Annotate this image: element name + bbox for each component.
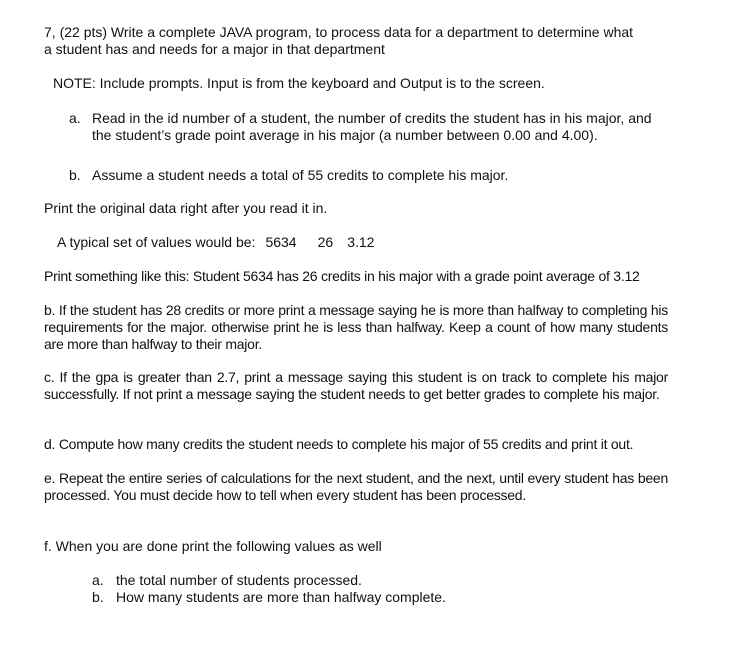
typical-values-label: A typical set of values would be: (57, 234, 256, 250)
list-item-b: Assume a student needs a total of 55 credits to complete his major. (92, 167, 509, 183)
list-item-a-line-1: Read in the id number of a student, the number of credits the student has in his major, and (92, 110, 652, 126)
paragraph-b: b. If the student has 28 credits or more print a message saying he is more than halfway to completing his requirements for the major. otherwise print he is less than halfway. Keep a count of how many students are more than halfway to their major. (44, 302, 668, 352)
final-item-a: the total number of students processed. (116, 572, 362, 588)
list-marker-a: a. (69, 110, 81, 126)
paragraph-f: f. When you are done print the following values as well (44, 538, 382, 554)
paragraph-e: e. Repeat the entire series of calculations for the next student, and the next, until every student has been processed. You must decide how to tell when every student has been processed. (44, 470, 668, 503)
typical-id: 5634 (265, 234, 297, 250)
typical-credits: 26 (317, 234, 334, 250)
typical-gpa: 3.12 (347, 234, 375, 250)
question-line-1: 7, (22 pts) Write a complete JAVA program, to process data for a department to determine what (44, 24, 634, 40)
question-line-2: a student has and needs for a major in that department (44, 41, 385, 57)
print-original-text: Print the original data right after you read it in. (44, 200, 328, 216)
final-item-b: How many students are more than halfway complete. (116, 589, 446, 605)
final-marker-b: b. (92, 589, 104, 605)
list-marker-b: b. (69, 167, 81, 183)
note-text: NOTE: Include prompts. Input is from the keyboard and Output is to the screen. (53, 75, 545, 91)
list-item-a-line-2: the student’s grade point average in his major (a number between 0.00 and 4.00). (92, 127, 598, 143)
print-like-text: Print something like this: Student 5634 has 26 credits in his major with a grade point average of 3.12 (44, 268, 640, 284)
paragraph-c: c. If the gpa is greater than 2.7, print a message saying this student is on track to complete his major successfully. If not print a message saying the student needs to get better grades to complete his major. (44, 369, 668, 402)
paragraph-d: d. Compute how many credits the student needs to complete his major of 55 credits and print it out. (44, 436, 634, 452)
typical-values-line (57, 234, 374, 251)
final-marker-a: a. (92, 572, 104, 588)
